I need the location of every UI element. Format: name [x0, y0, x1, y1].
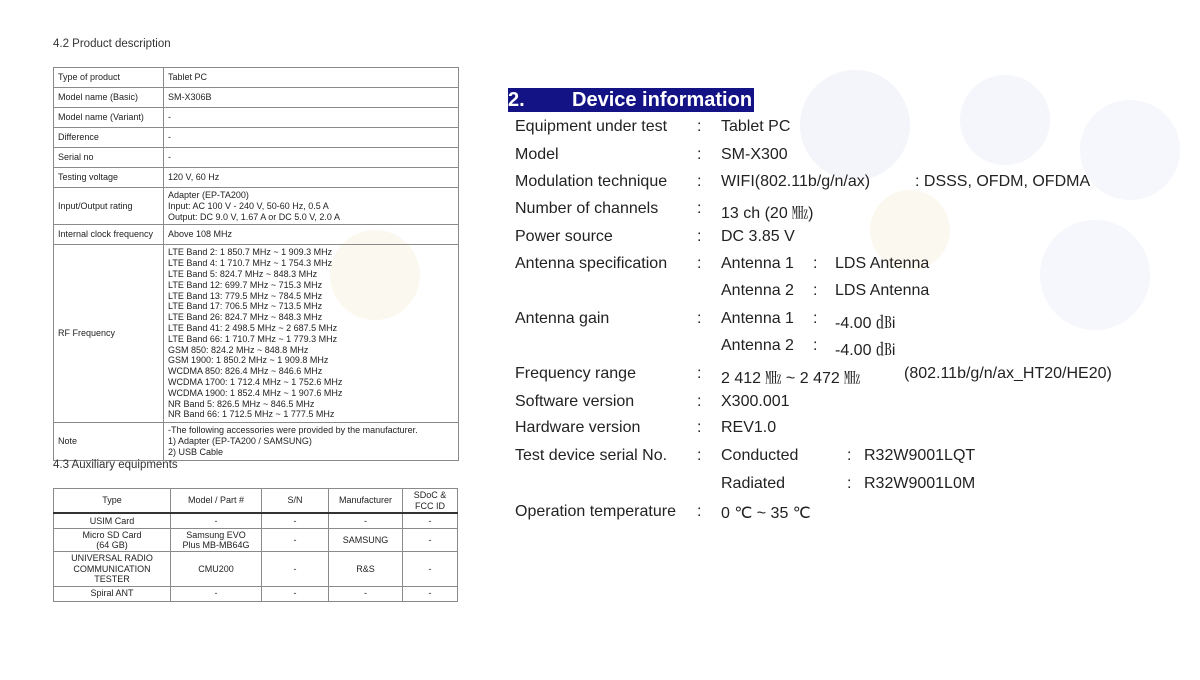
product-description-title: 4.2 Product description: [53, 38, 171, 50]
hardware-value: REV1.0: [721, 419, 777, 436]
table-cell: CMU200: [171, 552, 262, 586]
column-header: S/N: [262, 489, 329, 514]
table-row: [54, 423, 459, 460]
spec-value: -: [164, 148, 459, 168]
serial-value: R32W9001L0M: [864, 475, 976, 492]
antenna-type: LDS Antenna: [835, 255, 930, 272]
modulation-label: Modulation technique: [515, 173, 668, 190]
table-cell: -: [171, 586, 262, 601]
modulation-value: WIFI(802.11b/g/n/ax): [721, 173, 871, 190]
separator-colon: :: [697, 393, 702, 410]
table-cell: -: [403, 552, 458, 586]
column-header: SDoC & FCC ID: [403, 489, 458, 514]
column-header: Type: [54, 489, 171, 514]
table-cell: -: [329, 586, 403, 601]
spec-value: -The following accessories were provided by the manufacturer. 1) Adapter (EP-TA200 / SAMSUNG) 2) USB Cable: [164, 423, 459, 460]
spec-value: 120 V, 60 Hz: [164, 168, 459, 188]
table-row: [54, 168, 459, 188]
spec-value: Adapter (EP-TA200) Input: AC 100 V - 240 V, 50-60 Hz, 0.5 A Output: DC 9.0 V, 1.67 A or DC 5.0 V, 2.0 A: [164, 188, 459, 225]
table-cell: -: [329, 513, 403, 528]
antenna-name: Antenna 1: [721, 310, 794, 327]
spec-key: Model name (Basic): [54, 88, 164, 108]
spec-key: Type of product: [54, 68, 164, 88]
channels-value: 13 ch (20 ㎒): [721, 205, 814, 222]
table-row: [54, 108, 459, 128]
separator-colon: :: [813, 310, 818, 327]
product-description-table: [53, 67, 459, 461]
spec-value: -: [164, 108, 459, 128]
table-cell: USIM Card: [54, 513, 171, 528]
table-cell: Samsung EVO Plus MB-MB64G: [171, 528, 262, 552]
separator-colon: :: [847, 447, 852, 464]
spec-value: LTE Band 2: 1 850.7 MHz ~ 1 909.3 MHz LTE Band 4: 1 710.7 MHz ~ 1 754.3 MHz LTE Band 5: 824.7 MHz ~ 848.3 MHz LTE Band 12: 699.7 MHz ~ 715.3 MHz LTE Band 13: 779.5 MHz ~ 784.5 MHz LTE Band 17: 706.5 MHz ~ 713.5 MHz LTE Band 26: 824.7 MHz ~ 848.3 MHz LTE Band 41: 2 498.5 MHz ~ 2 687.5 MHz LTE Band 66: 1 710.7 MHz ~ 1 779.3 MHz GSM 850: 824.2 MHz ~ 848.8 MHz GSM 1900: 1 850.2 MHz ~ 1 909.8 MHz WCDMA 850: 826.4 MHz ~ 846.6 MHz WCDMA 1700: 1 712.4 MHz ~ 1 752.6 MHz WCDMA 1900: 1 852.4 MHz ~ 1 907.6 MHz NR Band 5: 826.5 MHz ~ 846.5 MHz NR Band 66: 1 712.5 MHz ~ 1 777.5 MHz: [164, 245, 459, 423]
background-decoration: [1040, 220, 1150, 330]
serial-type: Conducted: [721, 447, 799, 464]
table-cell: -: [262, 586, 329, 601]
auxiliary-equipments-table: [53, 488, 458, 602]
antenna-gain-value: -4.00 ㏈i: [835, 342, 896, 359]
frequency-standards: (802.11b/g/n/ax_HT20/HE20): [904, 365, 1112, 382]
table-row: [54, 148, 459, 168]
antenna-name: Antenna 2: [721, 337, 794, 354]
table-cell: -: [171, 513, 262, 528]
device-information-heading: [508, 88, 754, 112]
spec-value: Above 108 MHz: [164, 225, 459, 245]
table-cell: -: [403, 513, 458, 528]
spec-value: Tablet PC: [164, 68, 459, 88]
background-decoration: [1080, 100, 1180, 200]
table-cell: UNIVERSAL RADIO COMMUNICATION TESTER: [54, 552, 171, 586]
temperature-label: Operation temperature: [515, 503, 676, 520]
power-value: DC 3.85 V: [721, 228, 795, 245]
table-cell: SAMSUNG: [329, 528, 403, 552]
separator-colon: :: [697, 228, 702, 245]
serial-label: Test device serial No.: [515, 447, 668, 464]
separator-colon: :: [697, 419, 702, 436]
table-cell: -: [403, 586, 458, 601]
spec-value: SM-X306B: [164, 88, 459, 108]
separator-colon: :: [697, 173, 702, 190]
table-row: [54, 513, 458, 528]
serial-value: R32W9001LQT: [864, 447, 976, 464]
antenna-spec-label: Antenna specification: [515, 255, 668, 272]
power-label: Power source: [515, 228, 613, 245]
table-cell: R&S: [329, 552, 403, 586]
section-number: 2.: [508, 89, 525, 111]
hardware-label: Hardware version: [515, 419, 641, 436]
column-header: Model / Part #: [171, 489, 262, 514]
table-cell: -: [262, 513, 329, 528]
frequency-value: 2 412 ㎒ ~ 2 472 ㎒: [721, 370, 861, 387]
antenna-gain-value: -4.00 ㏈i: [835, 315, 896, 332]
background-decoration: [960, 75, 1050, 165]
table-row: [54, 552, 458, 586]
separator-colon: :: [697, 200, 702, 217]
model-value: SM-X300: [721, 146, 788, 163]
antenna-name: Antenna 1: [721, 255, 794, 272]
table-row: [54, 188, 459, 225]
table-row: [54, 586, 458, 601]
spec-key: Model name (Variant): [54, 108, 164, 128]
separator-colon: :: [697, 310, 702, 327]
table-cell: Spiral ANT: [54, 586, 171, 601]
temperature-value: 0 ℃ ~ 35 ℃: [721, 505, 811, 522]
spec-value: -: [164, 128, 459, 148]
channels-label: Number of channels: [515, 200, 659, 217]
separator-colon: :: [697, 447, 702, 464]
spec-key: Testing voltage: [54, 168, 164, 188]
antenna-type: LDS Antenna: [835, 282, 930, 299]
column-header: Manufacturer: [329, 489, 403, 514]
modulation-schemes: : DSSS, OFDM, OFDMA: [915, 173, 1091, 190]
table-cell: Micro SD Card (64 GB): [54, 528, 171, 552]
equipment-value: Tablet PC: [721, 118, 791, 135]
antenna-gain-label: Antenna gain: [515, 310, 610, 327]
spec-key: Difference: [54, 128, 164, 148]
separator-colon: :: [697, 146, 702, 163]
spec-key: RF Frequency: [54, 245, 164, 423]
separator-colon: :: [847, 475, 852, 492]
software-value: X300.001: [721, 393, 790, 410]
table-row: [54, 68, 459, 88]
spec-key: Note: [54, 423, 164, 460]
table-header-row: [54, 489, 458, 514]
separator-colon: :: [813, 255, 818, 272]
separator-colon: :: [697, 255, 702, 272]
separator-colon: :: [697, 118, 702, 135]
table-row: [54, 528, 458, 552]
spec-key: Internal clock frequency: [54, 225, 164, 245]
section-title: Device information: [572, 89, 753, 111]
model-label: Model: [515, 146, 559, 163]
software-label: Software version: [515, 393, 635, 410]
table-cell: -: [403, 528, 458, 552]
table-row: [54, 128, 459, 148]
spec-key: Input/Output rating: [54, 188, 164, 225]
separator-colon: :: [697, 365, 702, 382]
separator-colon: :: [813, 282, 818, 299]
serial-type: Radiated: [721, 475, 786, 492]
table-row: [54, 245, 459, 423]
table-cell: -: [262, 528, 329, 552]
auxiliary-equipments-title: 4.3 Auxiliary equipments: [53, 459, 178, 471]
table-cell: -: [262, 552, 329, 586]
spec-key: Serial no: [54, 148, 164, 168]
background-decoration: [800, 70, 910, 180]
separator-colon: :: [813, 337, 818, 354]
separator-colon: :: [697, 503, 702, 520]
frequency-label: Frequency range: [515, 365, 636, 382]
equipment-label: Equipment under test: [515, 118, 668, 135]
table-row: [54, 225, 459, 245]
antenna-name: Antenna 2: [721, 282, 794, 299]
table-row: [54, 88, 459, 108]
